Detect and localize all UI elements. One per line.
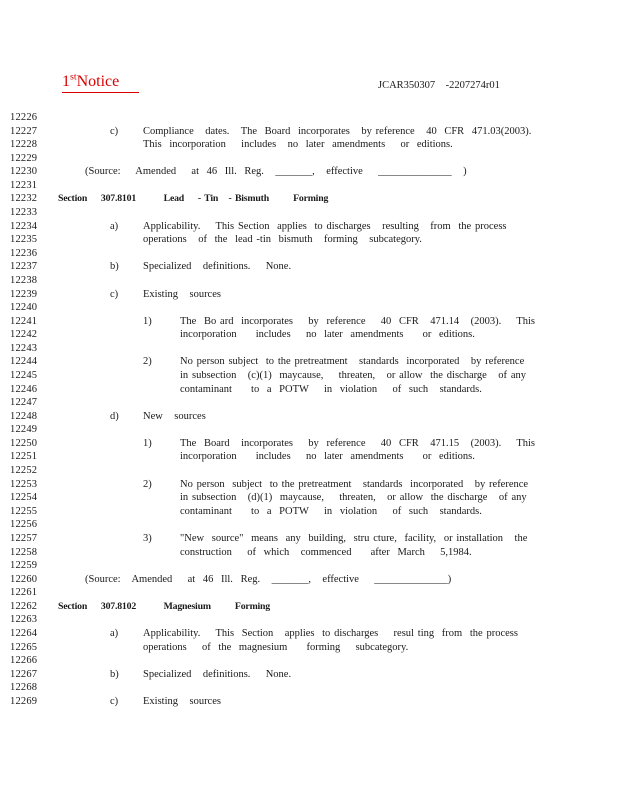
document-line bbox=[0, 600, 618, 614]
document-line bbox=[0, 559, 618, 573]
document-line bbox=[0, 641, 618, 655]
notice-number: 1 bbox=[62, 73, 70, 90]
line-number: 12259 bbox=[10, 560, 38, 572]
document-line bbox=[0, 220, 618, 234]
line-text: incorporation includes no later amendments or editions. bbox=[180, 329, 475, 341]
line-text: Specialized definitions. None. bbox=[143, 668, 292, 680]
line-number: 12234 bbox=[10, 220, 38, 232]
document-line bbox=[0, 518, 618, 532]
line-number: 12254 bbox=[10, 492, 38, 504]
line-text: incorporation includes no later amendments or editions. bbox=[180, 451, 475, 463]
document-line bbox=[0, 627, 618, 641]
document-line bbox=[0, 369, 618, 383]
document-line bbox=[0, 437, 618, 451]
document-line bbox=[0, 505, 618, 519]
line-number: 12241 bbox=[10, 315, 38, 327]
line-number: 12260 bbox=[10, 573, 38, 585]
notice-ordinal-suffix: st bbox=[70, 71, 77, 83]
document-line bbox=[0, 206, 618, 220]
line-text: The Board incorporates by reference 40 CFR 471.15 (2003). This bbox=[180, 437, 536, 449]
document-line bbox=[0, 464, 618, 478]
line-text: The Bo ard incorporates by reference 40 CFR 471.14 (2003). This bbox=[180, 315, 536, 327]
document-line bbox=[0, 260, 618, 274]
document-line bbox=[0, 546, 618, 560]
document-line bbox=[0, 355, 618, 369]
document-line bbox=[0, 288, 618, 302]
document-line bbox=[0, 274, 618, 288]
document-line bbox=[0, 342, 618, 356]
line-number: 12238 bbox=[10, 274, 38, 286]
document-line bbox=[0, 532, 618, 546]
line-number: 12256 bbox=[10, 519, 38, 531]
line-number: 12237 bbox=[10, 261, 38, 273]
list-marker: c) bbox=[110, 695, 119, 707]
document-line bbox=[0, 301, 618, 315]
document-line bbox=[0, 410, 618, 424]
line-text: in subsection (c)(1) maycause, threaten, or allow the discharge of any bbox=[180, 369, 527, 381]
line-text: Specialized definitions. None. bbox=[143, 261, 292, 273]
line-number: 12261 bbox=[10, 587, 38, 599]
line-number: 12252 bbox=[10, 465, 38, 477]
document-line bbox=[0, 111, 618, 125]
document-line bbox=[0, 491, 618, 505]
line-text: contaminant to a POTW in violation of such standards. bbox=[180, 383, 482, 395]
document-line bbox=[0, 179, 618, 193]
line-number: 12258 bbox=[10, 546, 38, 558]
document-line bbox=[0, 681, 618, 695]
document-line bbox=[0, 450, 618, 464]
line-number: 12255 bbox=[10, 505, 38, 517]
document-line bbox=[0, 315, 618, 329]
line-number: 12246 bbox=[10, 383, 38, 395]
line-number: 12249 bbox=[10, 424, 38, 436]
line-number: 12231 bbox=[10, 179, 38, 191]
line-text: Compliance dates. The Board incorporates by reference 40 CFR 471.03(2003). bbox=[143, 125, 532, 137]
line-text: Applicability. This Section applies to discharges resul ting from the process bbox=[143, 627, 518, 639]
line-text: No person subject to the pretreatment standards incorporated by reference bbox=[180, 478, 529, 490]
document-line bbox=[0, 573, 618, 587]
line-text: This incorporation includes no later amendments or editions. bbox=[143, 139, 453, 151]
document-line bbox=[0, 152, 618, 166]
document-line bbox=[0, 383, 618, 397]
line-text: Existing sources bbox=[143, 288, 221, 300]
line-text: Applicability. This Section applies to discharges resulting from the process bbox=[143, 220, 507, 232]
line-text: construction of which commenced after March 5,1984. bbox=[180, 546, 472, 558]
line-number: 12242 bbox=[10, 329, 38, 341]
jcar-document-id: JCAR350307 -2207274r01 bbox=[378, 80, 500, 91]
line-text: New sources bbox=[143, 410, 206, 422]
line-number: 12228 bbox=[10, 139, 38, 151]
list-marker: 2) bbox=[143, 478, 152, 490]
list-marker: b) bbox=[110, 668, 119, 680]
list-marker: c) bbox=[110, 288, 119, 300]
line-number: 12232 bbox=[10, 193, 38, 205]
line-number: 12236 bbox=[10, 247, 38, 259]
line-text: in subsection (d)(1) maycause, threaten, or allow the discharge of any bbox=[180, 492, 527, 504]
line-text: operations of the lead -tin bismuth forming subcategory. bbox=[143, 234, 422, 246]
document-line bbox=[0, 138, 618, 152]
document-line bbox=[0, 233, 618, 247]
list-marker: d) bbox=[110, 410, 119, 422]
document-line bbox=[0, 613, 618, 627]
document-line bbox=[0, 695, 618, 709]
list-marker: 1) bbox=[143, 315, 152, 327]
line-number: 12235 bbox=[10, 234, 38, 246]
line-number: 12240 bbox=[10, 302, 38, 314]
line-text: "New source" means any building, stru cture, facility, or installation the bbox=[180, 532, 528, 544]
document-line bbox=[0, 478, 618, 492]
section-heading: Section 307.8102 Magnesium Forming bbox=[58, 600, 270, 612]
line-number: 12229 bbox=[10, 152, 38, 164]
source-note: (Source: Amended at 46 Ill. Reg. _______, effective ______________ ) bbox=[85, 166, 467, 178]
line-number: 12265 bbox=[10, 641, 38, 653]
line-number: 12227 bbox=[10, 125, 38, 137]
line-number: 12233 bbox=[10, 207, 38, 219]
line-number: 12245 bbox=[10, 369, 38, 381]
list-marker: b) bbox=[110, 261, 119, 273]
document-line bbox=[0, 396, 618, 410]
line-number: 12251 bbox=[10, 451, 38, 463]
line-number: 12226 bbox=[10, 112, 38, 123]
document-line bbox=[0, 125, 618, 139]
line-text: operations of the magnesium forming subcategory. bbox=[143, 641, 409, 653]
notice-label: Notice bbox=[76, 73, 120, 90]
line-number: 12257 bbox=[10, 532, 38, 544]
list-marker: 2) bbox=[143, 356, 152, 368]
line-text: contaminant to a POTW in violation of such standards. bbox=[180, 505, 482, 517]
line-number: 12244 bbox=[10, 356, 38, 368]
document-line bbox=[0, 668, 618, 682]
line-number: 12266 bbox=[10, 655, 38, 667]
section-heading: Section 307.8101 Lead - Tin - Bismuth Forming bbox=[58, 193, 329, 205]
line-number: 12253 bbox=[10, 478, 38, 490]
document-line bbox=[0, 654, 618, 668]
line-number: 12239 bbox=[10, 288, 38, 300]
list-marker: c) bbox=[110, 125, 119, 137]
line-number: 12243 bbox=[10, 342, 38, 354]
line-number: 12262 bbox=[10, 600, 38, 612]
list-marker: a) bbox=[110, 627, 119, 639]
line-number: 12247 bbox=[10, 397, 38, 409]
line-number: 12264 bbox=[10, 627, 38, 639]
document-line bbox=[0, 328, 618, 342]
line-text: No person subject to the pretreatment standards incorporated by reference bbox=[180, 356, 525, 368]
line-number: 12248 bbox=[10, 410, 38, 422]
list-marker: 3) bbox=[143, 532, 152, 544]
source-note: (Source: Amended at 46 Ill. Reg. _______, effective ______________) bbox=[85, 573, 452, 585]
document-line bbox=[0, 165, 618, 179]
document-line bbox=[0, 192, 618, 206]
line-number: 12267 bbox=[10, 668, 38, 680]
line-number: 12268 bbox=[10, 682, 38, 694]
list-marker: a) bbox=[110, 220, 119, 232]
document-line bbox=[0, 247, 618, 261]
first-notice-heading bbox=[62, 73, 139, 93]
line-number: 12250 bbox=[10, 437, 38, 449]
line-number: 12230 bbox=[10, 166, 38, 178]
line-text: Existing sources bbox=[143, 695, 221, 707]
document-line bbox=[0, 586, 618, 600]
list-marker: 1) bbox=[143, 437, 152, 449]
line-number: 12269 bbox=[10, 695, 38, 707]
document-line bbox=[0, 423, 618, 437]
document-body-lines bbox=[0, 111, 618, 708]
line-number: 12263 bbox=[10, 614, 38, 626]
